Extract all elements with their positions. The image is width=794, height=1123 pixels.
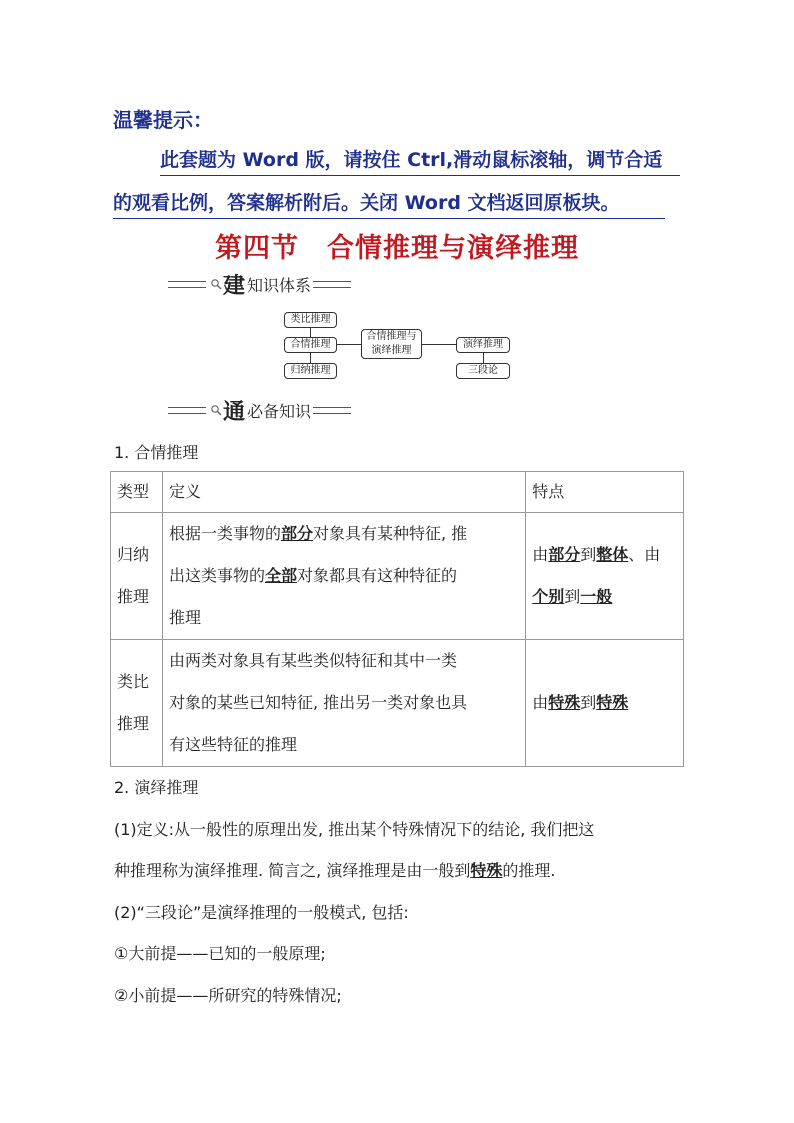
row-type-line: 归纳 [117, 545, 150, 564]
diagram-node-syllogism: 三段论 [456, 363, 510, 379]
feat-keyword: 特殊 [548, 693, 581, 712]
heading-big-char: 通 [223, 398, 246, 425]
heading-knowledge-system [168, 272, 351, 299]
table-header-type: 类型 [111, 472, 163, 513]
def-text: 由两类对象具有某些类似特征和其中一类 [168, 651, 457, 670]
row-feature [526, 513, 684, 640]
def-text: 根据一类事物的 [168, 524, 281, 543]
paragraph-syllogism: (2)“三段论”是演绎推理的一般模式, 包括: [114, 903, 409, 922]
feat-keyword: 特殊 [596, 693, 629, 712]
paragraph-minor-premise: ②小前提——所研究的特殊情况; [114, 986, 342, 1005]
table-row [111, 640, 684, 767]
feat-keyword: 部分 [548, 545, 581, 564]
magnifier-icon [210, 404, 222, 416]
diagram-node-analogy: 类比推理 [284, 312, 337, 328]
para-keyword: 特殊 [470, 861, 503, 880]
row-type-line: 类比 [117, 672, 150, 691]
feat-keyword: 整体 [596, 545, 629, 564]
paragraph-definition-line1: (1)定义:从一般性的原理出发, 推出某个特殊情况下的结论, 我们把这 [114, 820, 595, 839]
section-title: 第四节 合情推理与演绎推理 [215, 233, 579, 264]
def-text: 出这类事物的 [168, 566, 265, 585]
def-keyword: 部分 [280, 524, 313, 543]
tip-title: 温馨提示： [113, 108, 213, 132]
feat-keyword: 一般 [580, 587, 613, 606]
para-text: 种推理称为演绎推理. 简言之, 演绎推理是由一般到 [114, 861, 471, 880]
diagram-center-line1: 合情推理与 [366, 331, 417, 342]
plausible-reasoning-table [110, 471, 684, 767]
row-type-line: 推理 [117, 587, 150, 606]
section2-title: 2. 演绎推理 [114, 778, 199, 797]
section1-title: 1. 合情推理 [114, 443, 199, 462]
feat-text: 、由 [628, 545, 661, 564]
def-text: 对象的某些已知特征, 推出另一类对象也具 [168, 693, 468, 712]
feat-text: 由 [532, 693, 549, 712]
def-text: 有这些特征的推理 [168, 735, 297, 754]
heading-rule-right [313, 281, 351, 288]
table-row [111, 513, 684, 640]
heading-big-char: 建 [223, 272, 246, 299]
heading-essential-knowledge [168, 398, 351, 425]
paragraph-definition-line2 [114, 858, 555, 881]
diagram-node-center [361, 329, 422, 359]
heading-label: 知识体系 [247, 275, 312, 295]
row-type [111, 513, 163, 640]
paragraph-major-premise: ①大前提——已知的一般原理; [114, 944, 326, 963]
feat-text: 到 [580, 545, 597, 564]
tip-line-1: 此套题为 Word 版，请按住 Ctrl,滑动鼠标滚轴，调节合适 [160, 145, 680, 176]
tip-line-2: 的观看比例，答案解析附后。关闭 Word 文档返回原板块。 [113, 188, 665, 219]
para-text: 的推理. [502, 861, 556, 880]
row-definition [162, 513, 525, 640]
row-type [111, 640, 163, 767]
diagram-center-line2: 演绎推理 [371, 345, 412, 356]
diagram-node-induction: 归纳推理 [284, 363, 337, 379]
heading-rule-left [168, 407, 206, 414]
diagram-node-plausible: 合情推理 [284, 337, 337, 353]
heading-label: 必备知识 [247, 401, 312, 421]
feat-text: 到 [580, 693, 597, 712]
table-header-feature: 特点 [526, 472, 684, 513]
feat-text: 到 [564, 587, 581, 606]
table-header-definition: 定义 [162, 472, 525, 513]
table-header-row [111, 472, 684, 513]
def-text: 对象都具有这种特征的 [296, 566, 457, 585]
def-keyword: 全部 [264, 566, 297, 585]
magnifier-icon [210, 278, 222, 290]
diagram-node-deductive: 演绎推理 [456, 337, 510, 353]
row-type-line: 推理 [117, 714, 150, 733]
feat-keyword: 个别 [532, 587, 565, 606]
heading-rule-right [313, 407, 351, 414]
def-text: 推理 [168, 608, 201, 627]
def-text: 对象具有某种特征, 推 [312, 524, 468, 543]
row-definition [162, 640, 525, 767]
feat-text: 由 [532, 545, 549, 564]
heading-rule-left [168, 281, 206, 288]
row-feature [526, 640, 684, 767]
